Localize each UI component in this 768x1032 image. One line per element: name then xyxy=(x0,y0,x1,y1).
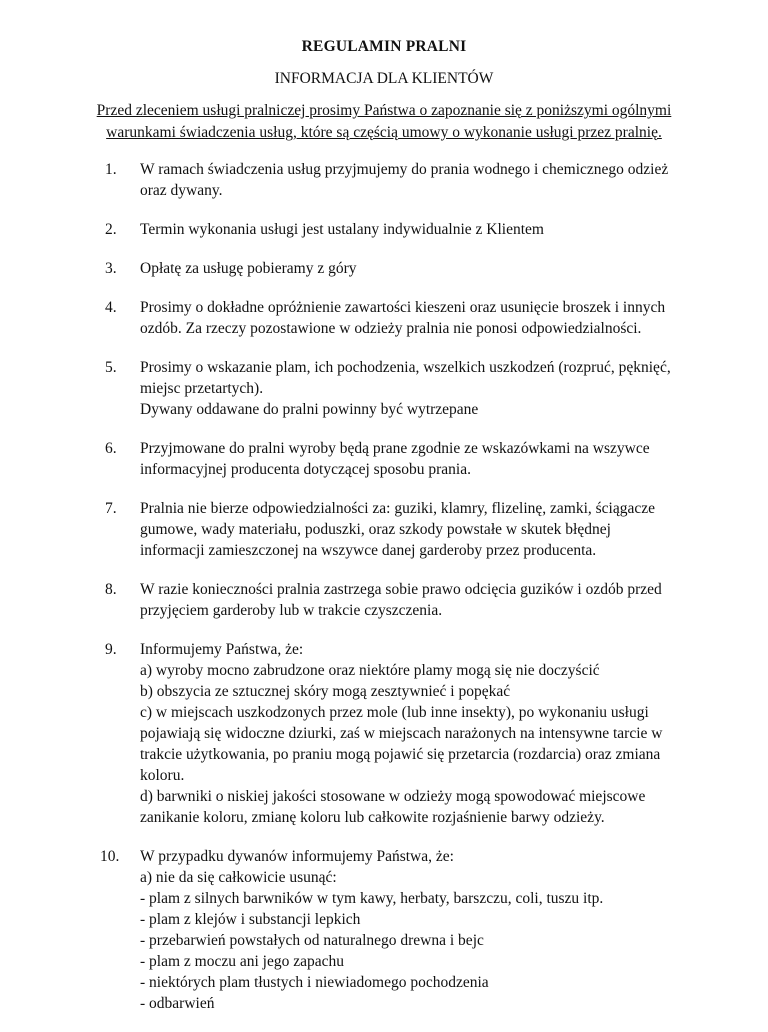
rule-line: c) w miejscach uszkodzonych przez mole (lub inne insekty), po wykonaniu usługi xyxy=(140,704,649,721)
rule-line: przyjęciem garderoby lub w trakcie czyszczenia. xyxy=(140,602,443,619)
rule-item xyxy=(0,498,768,561)
rule-item xyxy=(0,258,768,279)
rule-line: miejsc przetartych). xyxy=(140,380,264,397)
rule-line: - niektórych plam tłustych i niewiadomego pochodzenia xyxy=(140,974,489,991)
rule-line: gumowe, wady materiału, poduszki, oraz szkody powstałe w skutek błędnej xyxy=(140,521,611,538)
intro-line: Przed zleceniem usługi pralniczej prosimy Państwa o zapoznanie się z poniższymi ogólnymi xyxy=(96,102,672,119)
rule-item xyxy=(0,639,768,828)
rule-number: 3. xyxy=(105,260,117,277)
rule-number: 1. xyxy=(105,161,117,178)
rule-line: Informujemy Państwa, że: xyxy=(140,641,304,658)
rule-number: 9. xyxy=(105,641,117,658)
rule-line: - plam z silnych barwników w tym kawy, herbaty, barszczu, coli, tuszu itp. xyxy=(140,890,604,907)
rule-line: Prosimy o wskazanie plam, ich pochodzenia, wszelkich uszkodzeń (rozpruć, pęknięć, xyxy=(140,359,671,376)
rule-line: Termin wykonania usługi jest ustalany indywidualnie z Klientem xyxy=(140,221,544,238)
rule-line: Pralnia nie bierze odpowiedzialności za: guziki, klamry, flizelinę, zamki, ściągacze xyxy=(140,500,656,517)
rule-line: Prosimy o dokładne opróżnienie zawartości kieszeni oraz usunięcie broszek i innych xyxy=(140,299,666,316)
rule-text xyxy=(140,297,728,339)
rule-line: oraz dywany. xyxy=(140,182,223,199)
rule-item xyxy=(0,438,768,480)
rule-item xyxy=(0,846,768,1014)
rule-text xyxy=(140,219,728,240)
rule-line: Opłatę za usługę pobieramy z góry xyxy=(140,260,357,277)
rule-line: zanikanie koloru, zmianę koloru lub całkowite rozjaśnienie barwy odzieży. xyxy=(140,809,605,826)
rule-item xyxy=(0,219,768,240)
rule-number: 6. xyxy=(105,440,117,457)
rule-line: trakcie użytkowania, po praniu mogą pojawić się przetarcia (rozdarcia) oraz zmiana xyxy=(140,746,661,763)
rule-item xyxy=(0,159,768,201)
rule-line: Przyjmowane do pralni wyroby będą prane zgodnie ze wskazówkami na wszywce xyxy=(140,440,650,457)
intro-line: warunkami świadczenia usług, które są częścią umowy o wykonanie usługi przez pralnię. xyxy=(106,124,662,141)
rule-item xyxy=(0,579,768,621)
rule-line: ozdób. Za rzeczy pozostawione w odzieży pralnia nie ponosi odpowiedzialności. xyxy=(140,320,642,337)
rule-number: 7. xyxy=(105,500,117,517)
rule-text xyxy=(140,498,728,561)
rule-number: 4. xyxy=(105,299,117,316)
rule-number: 10. xyxy=(100,848,120,865)
rule-line: koloru. xyxy=(140,767,185,784)
rule-line: - plam z klejów i substancji lepkich xyxy=(140,911,361,928)
rule-line: informacyjnej producenta dotyczącej sposobu prania. xyxy=(140,461,471,478)
rule-line: b) obszycia ze sztucznej skóry mogą zesztywnieć i popękać xyxy=(140,683,511,700)
rule-line: a) wyroby mocno zabrudzone oraz niektóre plamy mogą się nie doczyścić xyxy=(140,662,600,679)
rule-number: 8. xyxy=(105,581,117,598)
rule-item xyxy=(0,357,768,420)
rule-text xyxy=(140,846,728,1014)
rule-line: W przypadku dywanów informujemy Państwa, że: xyxy=(140,848,454,865)
rule-text xyxy=(140,639,728,828)
rule-line: - odbarwień xyxy=(140,995,215,1012)
rule-line: - przebarwień powstałych od naturalnego drewna i bejc xyxy=(140,932,484,949)
rule-line: W ramach świadczenia usług przyjmujemy do prania wodnego i chemicznego odzież xyxy=(140,161,669,178)
rule-line: d) barwniki o niskiej jakości stosowane w odzieży mogą spowodować miejscowe xyxy=(140,788,646,805)
rule-line: informacji zamieszczonej na wszywce danej garderoby przez producenta. xyxy=(140,542,597,559)
rule-number: 2. xyxy=(105,221,117,238)
intro-paragraph xyxy=(60,100,708,144)
rule-text xyxy=(140,438,728,480)
rule-item xyxy=(0,297,768,339)
rule-line: pojawiają się widoczne dziurki, zaś w miejscach narażonych na intensywne tarcie w xyxy=(140,725,663,742)
rule-text xyxy=(140,258,728,279)
document-title: REGULAMIN PRALNI xyxy=(301,38,467,55)
rule-line: W razie konieczności pralnia zastrzega sobie prawo odcięcia guzików i ozdób przed xyxy=(140,581,662,598)
rule-line: Dywany oddawane do pralni powinny być wytrzepane xyxy=(140,401,479,418)
rule-text xyxy=(140,357,728,420)
rule-text xyxy=(140,579,728,621)
rule-number: 5. xyxy=(105,359,117,376)
rule-text xyxy=(140,159,728,201)
rule-line: - plam z moczu ani jego zapachu xyxy=(140,953,344,970)
document-subtitle: INFORMACJA DLA KLIENTÓW xyxy=(274,70,494,87)
rules-list xyxy=(0,159,768,1032)
rule-line: a) nie da się całkowicie usunąć: xyxy=(140,869,337,886)
